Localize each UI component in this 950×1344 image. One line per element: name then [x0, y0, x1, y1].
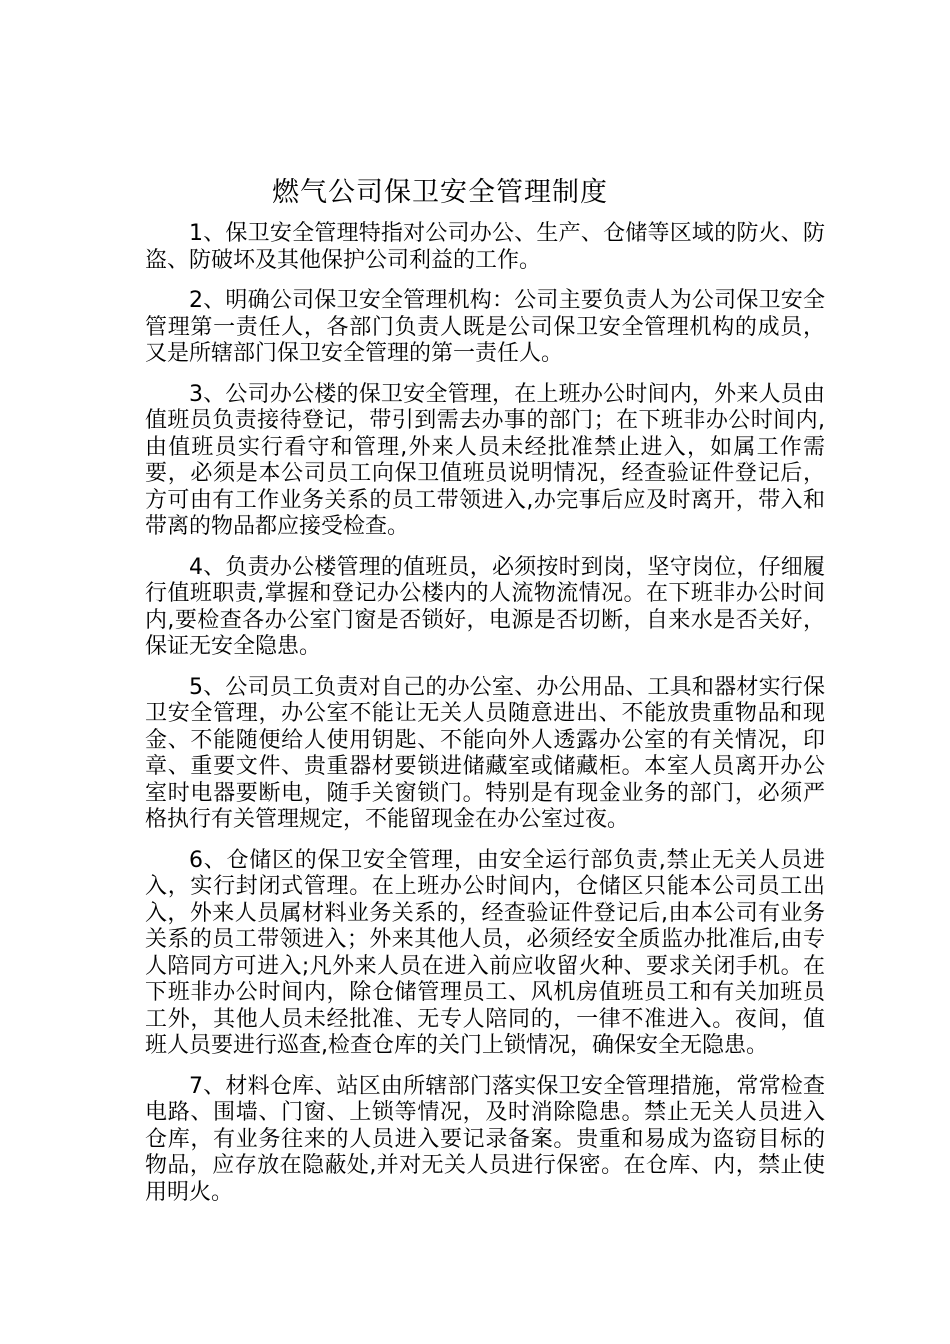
document-title: 燃气公司保卫安全管理制度 — [272, 177, 608, 209]
paragraph-4: 4、负责办公楼管理的值班员，必须按时到岗，坚守岗位，仔细履行值班职责,掌握和登记办公楼内的人流物流情况。在下班非办公时间内,要检查各办公室门窗是否锁好，电源是否切断，自来水是否关好，保证无安全隐患。 — [145, 554, 825, 659]
paragraph-6: 6、仓储区的保卫安全管理，由安全运行部负责,禁止无关人员进入，实行封闭式管理。在上班办公时间内，仓储区只能本公司员工出入，外来人员属材料业务关系的，经查验证件登记后,由本公司有业务关系的员工带领进入；外来其他人员，必须经安全质监办批准后,由专人陪同方可进入;凡外来人员在进入前应收留火种、要求关闭手机。在下班非办公时间内，除仓储管理员工、风机房值班员工和有关加班员工外，其他人员未经批准、无专人陪同的，一律不准进入。夜间，值班人员要进行巡查,检查仓库的关门上锁情况，确保安全无隐患。 — [145, 847, 825, 1058]
paragraph-3: 3、公司办公楼的保卫安全管理，在上班办公时间内，外来人员由值班员负责接待登记，带引到需去办事的部门；在下班非办公时间内,由值班员实行看守和管理,外来人员未经批准禁止进入，如属工作需要，必须是本公司员工向保卫值班员说明情况，经查验证件登记后，方可由有工作业务关系的员工带领进入,办完事后应及时离开，带入和带离的物品都应接受检查。 — [145, 381, 825, 539]
paragraph-1: 1、保卫安全管理特指对公司办公、生产、仓储等区域的防火、防盗、防破坏及其他保护公司利益的工作。 — [145, 221, 825, 273]
document-body — [145, 221, 825, 1220]
paragraph-2: 2、明确公司保卫安全管理机构：公司主要负责人为公司保卫安全管理第一责任人，各部门负责人既是公司保卫安全管理机构的成员，又是所辖部门保卫安全管理的第一责任人。 — [145, 288, 825, 366]
paragraph-7: 7、材料仓库、站区由所辖部门落实保卫安全管理措施，常常检查电路、围墙、门窗、上锁等情况，及时消除隐患。禁止无关人员进入仓库，有业务往来的人员进入要记录备案。贵重和易成为盗窃目标的物品，应存放在隐蔽处,并对无关人员进行保密。在仓库、内，禁止使用明火。 — [145, 1073, 825, 1205]
paragraph-5: 5、公司员工负责对自己的办公室、办公用品、工具和器材实行保卫安全管理，办公室不能让无关人员随意进出、不能放贵重物品和现金、不能随便给人使用钥匙、不能向外人透露办公室的有关情况，印章、重要文件、贵重器材要锁进储藏室或储藏柜。本室人员离开办公室时电器要断电，随手关窗锁门。特别是有现金业务的部门，必须严格执行有关管理规定，不能留现金在办公室过夜。 — [145, 674, 825, 832]
